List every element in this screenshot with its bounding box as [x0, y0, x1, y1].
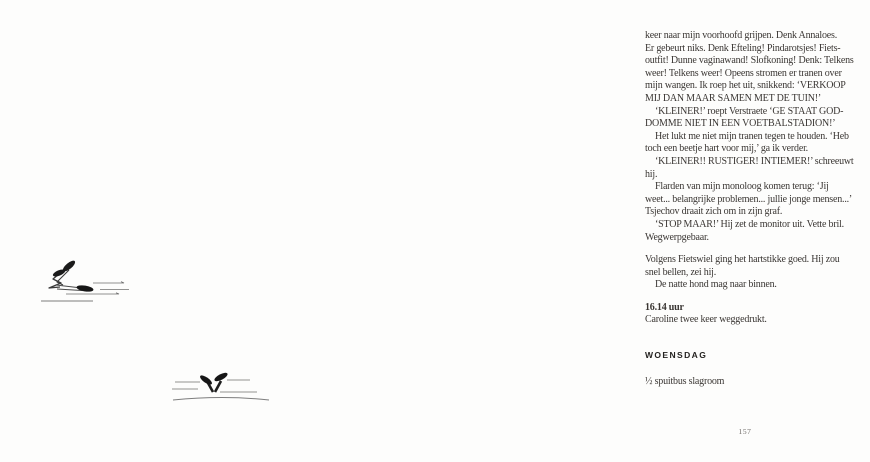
paragraph [645, 181, 870, 219]
text-line: hij. [645, 168, 658, 180]
text-line: mijn wangen. Ik roep het uit, snikkend: ‘VERKOOP [645, 80, 846, 92]
page-number: 157 [738, 427, 752, 436]
text-line: keer naar mijn voorhoofd grijpen. Denk Annaloes. [645, 30, 838, 41]
text-line: toch een beetje hart voor mij,’ ga ik verder. [645, 143, 808, 155]
paragraph-continuation [645, 30, 870, 106]
text-line: ‘KLEINER!’ roept Verstraete ‘GE STAAT GOD- [655, 105, 844, 117]
paragraph [645, 314, 870, 327]
text-line: weer! Telkens weer! Opeens stromen er tranen over [645, 67, 842, 79]
text-line: Tsjechov draait zich om in zijn graf. [645, 206, 783, 218]
text-line: ‘KLEINER!! RUSTIGER! INTIEMER!’ schreeuwt [655, 155, 854, 167]
text-line: Caroline twee keer weggedrukt. [645, 314, 767, 326]
paragraph [645, 219, 870, 244]
text-line: De natte hond mag naar binnen. [655, 279, 777, 291]
text-line: weet... belangrijke problemen... jullie jonge mensen...’ [645, 193, 853, 205]
text-line: MIJ DAN MAAR SAMEN MET DE TUIN!’ [645, 92, 822, 104]
paragraph [645, 156, 870, 181]
text-line: WOENSDAG [645, 350, 708, 361]
paragraph [645, 254, 870, 279]
text-line: Het lukt me niet mijn tranen tegen te houden. ‘Heb [655, 130, 849, 142]
text-line: Er gebeurt niks. Denk Efteling! Pindarotsjes! Fiets- [645, 42, 841, 54]
day-heading [645, 350, 870, 360]
text-column [645, 30, 870, 389]
left-page [0, 0, 300, 462]
text-line: ½ spuitbus slagroom [645, 376, 725, 388]
text-line: 16.14 uur [645, 301, 684, 313]
paragraph [645, 106, 870, 131]
paragraph [645, 279, 870, 292]
text-line: DOMME NIET IN EEN VOETBALSTADION!’ [645, 118, 836, 130]
right-page [300, 0, 854, 462]
feet-above-water-sketch-icon [168, 364, 278, 406]
text-line: outfit! Dunne vaginawand! Slofkoning! Denk: Telkens [645, 55, 854, 67]
paragraph [645, 376, 870, 389]
time-heading [645, 302, 870, 315]
text-line: ‘STOP MAAR!’ Hij zet de monitor uit. Vette bril. [655, 218, 844, 230]
text-line: snel bellen, zei hij. [645, 266, 717, 278]
paragraph [645, 131, 870, 156]
text-line: Flarden van mijn monoloog komen terug: ‘Jij [655, 181, 829, 193]
text-line: Volgens Fietswiel ging het hartstikke goed. Hij zou [645, 254, 840, 266]
text-line: Wegwerpgebaar. [645, 231, 709, 243]
diver-entering-water-sketch-icon [36, 258, 132, 306]
